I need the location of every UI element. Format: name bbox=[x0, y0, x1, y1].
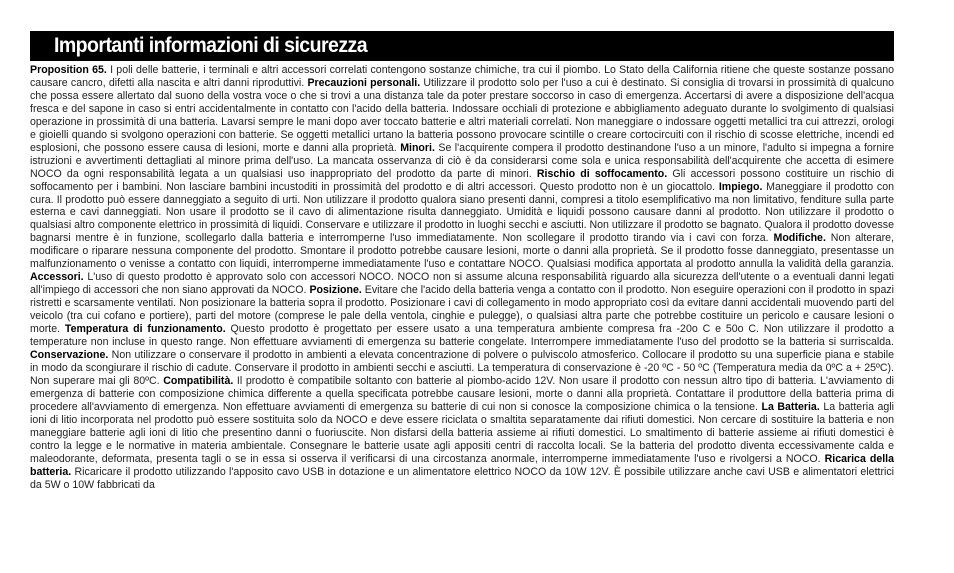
section-header-bar bbox=[30, 31, 894, 61]
section-heading: La Batteria. bbox=[761, 400, 820, 413]
section-heading: Proposition 65. bbox=[30, 64, 107, 76]
page-title: Importanti informazioni di sicurezza bbox=[54, 34, 368, 57]
section-heading: Ricarica della batteria. bbox=[30, 452, 894, 478]
safety-body-text bbox=[30, 64, 894, 544]
section-text: Gli accessori possono costituire un rischio di soffocamento per i bambini. Non lasciare bambini incustoditi in prossimità del prodotto e di altri accessori. Questo prodotto non è un giocattolo. bbox=[30, 167, 894, 193]
section-heading: Impiego. bbox=[718, 180, 763, 193]
section-text: Maneggiare il prodotto con cura. Il prodotto può essere danneggiato a seguito di urti. Non utilizzare il prodotto qualora siano presenti danni, compresi a titolo esemplificativo ma non limitativo, fenditure sulla parte esterna e cavi danneggiati. Non usare il prodotto se il cavo di alimentazione risulta danneggiato. Umidità e liquidi possono causare danni al prodotto. Non utilizzare il prodotto o qualsiasi altro componente elettrico in prossimità di liquidi. Conservare e utilizzare il prodotto in luoghi secchi e asciutti. Non utilizzare il prodotto se bagnato. Qualora il prodotto dovesse bagnarsi mentre è in funzione, scollegarlo dalla batteria e interromperne l'uso immediatamente. Non scollegare il prodotto tirando via i cavi con forza. bbox=[30, 180, 894, 245]
section-heading: Posizione. bbox=[309, 284, 362, 297]
section-heading: Precauzioni personali. bbox=[307, 76, 421, 89]
section-text: La batteria agli ioni di litio incorporata nel prodotto può essere sostituita solo da NOCO e deve essere riciclata o smaltita separatamente dai rifiuti domestici. Non cercare di sostituire la batteria e non maneggiare batterie agli ioni di litio che presentino danni o fuoriuscite. Non disfarsi della batteria assieme ai rifiuti domestici. Lo smaltimento di batterie assieme ai rifiuti domestici è contro la legge e le normative in materia ambientale. Consegnare le batterie usate agli appositi centri di raccolta locali. Se la batteria del prodotto diventa eccessivamente calda e maleodorante, deformata, presenta tagli o se in essa si osserva il verificarsi di una circostanza anormale, interromperne immediatamente l'uso e rivolgersi a NOCO. bbox=[30, 400, 894, 465]
section-heading: Temperatura di funzionamento. bbox=[64, 323, 226, 336]
section-heading: Compatibilità. bbox=[163, 374, 234, 387]
section-text: Il prodotto è compatibile soltanto con batterie al piombo-acido 12V. Non usare il prodotto con nessun altro tipo di batteria. L'avviamento di emergenza di batterie con composizione chimica differente a quella specificata potrebbe causare lesioni, morte o danni alla proprietà. Contattare il produttore della batteria prima di procedere all'avviamento di emergenza. Non effettuare avviamenti di emergenza su batterie di cui non si conosce la composizione chimica o la tensione. bbox=[30, 374, 894, 413]
section-text: I poli delle batterie, i terminali e altri accessori correlati contengono sostanze chimiche, tra cui il piombo. Lo Stato della California ritiene che queste sostanze possano causare cancro, difetti alla nascita e altri danni riproduttivi. bbox=[30, 64, 894, 89]
section-heading: Modifiche. bbox=[773, 232, 826, 245]
section-heading: Rischio di soffocamento. bbox=[536, 167, 668, 180]
section-heading: Conservazione. bbox=[30, 348, 109, 361]
section-text: Ricaricare il prodotto utilizzando l'apposito cavo USB in dotazione e un alimentatore elettrico NOCO da 10W 12V. È possibile utilizzare anche cavi USB e alimentatori elettrici da 5W o 10W fabbricati da bbox=[30, 465, 894, 491]
section-text: Non utilizzare o conservare il prodotto in ambienti a elevata concentrazione di polvere o pulviscolo atmosferico. Collocare il prodotto su una superficie piana e stabile in modo da scongiurare il rischio di cadute. Conservare il prodotto in ambienti secchi e asciutti. La temperatura di conservazione è -20 ºC - 50 ºC (Temperatura media da 0ºC a + 25ºC). Non superare mai gli 80ºC. bbox=[30, 348, 894, 387]
safety-section bbox=[30, 323, 894, 348]
section-heading: Accessori. bbox=[30, 271, 84, 284]
section-text: Utilizzare il prodotto solo per l'uso a cui è destinato. Si consiglia di trovarsi in prossimità di qualcuno che possa essere allertato dal suono della vostra voce o che si trovi a una distanza tale da poter prestare soccorso in caso di emergenza. Accertarsi di avere a disposizione dell'acqua fresca e del sapone in caso si entri accidentalmente in contatto con l'acido della batteria. Indossare occhiali di protezione e abbigliamento adeguato durante lo svolgimento di qualsiasi operazione in prossimità di una batteria. Lavarsi sempre le mani dopo aver toccato batterie e altri materiali correlati. Non maneggiare o indossare oggetti metallici tra cui attrezzi, orologi e gioielli quando si svolgono operazioni con batterie. Se oggetti metallici urtano la batteria possono provocare scintille o creare cortocircuiti con il rischio di scosse elettriche, incendi ed esplosioni, che possono essere causa di lesioni, morte e danni alla proprietà. bbox=[30, 76, 894, 154]
section-text: Se l'acquirente compera il prodotto destinandone l'uso a un minore, l'adulto si impegna a fornire istruzioni e avvertimenti dettagliati al minore prima dell'uso. La mancata osservanza di ciò è da considerarsi come sola e unica responsabilità dell'acquirente che accetta di esimere NOCO da ogni responsabilità legata a un qualsiasi uso inappropriato del prodotto da parte di minori. bbox=[30, 141, 894, 180]
section-text: Questo prodotto è progettato per essere usato a una temperatura ambiente compresa fra -20o C e 50o C. Non utilizzare il prodotto a temperature non incluse in questo range. Non effettuare avviamenti di emergenza su batterie congelate. Interrompere immediatamente l'uso del prodotto se la batteria si surriscalda. bbox=[30, 323, 894, 349]
section-text: Non alterare, modificare o riparare nessuna componente del prodotto. Smontare il prodotto potrebbe causare lesioni, morte o danni alla proprietà. Se il prodotto fosse danneggiato, presentasse un malfunzionamento o venisse a contatto con liquidi, interromperne immediatamente l'uso e contattare NOCO. Qualsiasi modifica apportata al prodotto annulla la validità della garanzia. bbox=[30, 232, 894, 271]
section-text: L'uso di questo prodotto è approvato solo con accessori NOCO. NOCO non si assume alcuna responsabilità riguardo alla sicurezza dell'utente o a eventuali danni legati all'impiego di accessori che non siano approvati da NOCO. bbox=[30, 271, 894, 297]
section-heading: Minori. bbox=[400, 141, 435, 154]
section-text: Evitare che l'acido della batteria venga a contatto con il prodotto. Non eseguire operazioni con il prodotto in spazi ristretti e scarsamente ventilati. Non posizionare la batteria sopra il prodotto. Posizionare i cavi di collegamento in modo appropriato così da evitare danni accidentali muovendo parti del veicolo (tra cui cofano e portiere), parti del motore (comprese le pale della ventola, cinghie e pulegge), o qualsiasi altra parte che potrebbe costituire un pericolo e causare lesioni o morte. bbox=[30, 284, 894, 336]
